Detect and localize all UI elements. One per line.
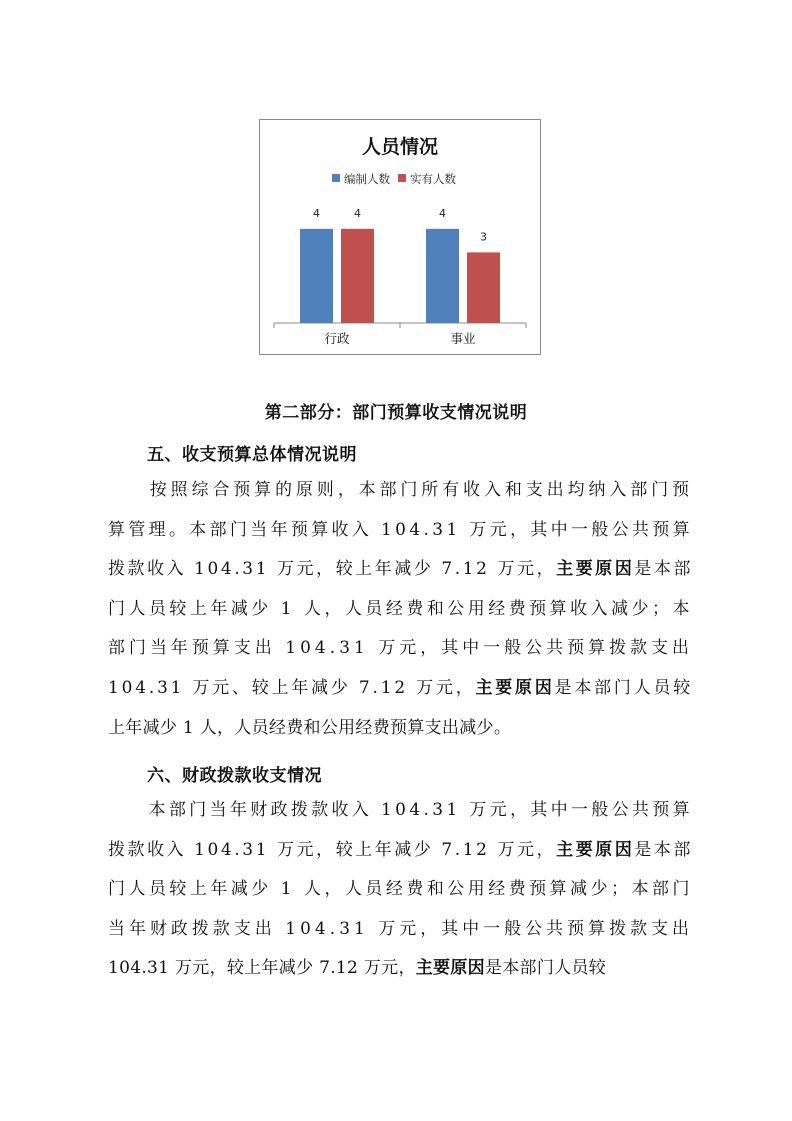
text-run: 算管理。本部门当年预算收入 104.31 万元，其中一般公共预算 <box>108 519 693 540</box>
bar-0-0 <box>300 229 333 323</box>
text-run: 是本部门人员较 <box>484 958 607 979</box>
legend-swatch-1 <box>398 174 406 182</box>
text-line <box>108 879 693 899</box>
data-label-1-1: 3 <box>480 230 487 244</box>
text-run: 104.31 万元、较上年减少 7.12 万元， <box>108 678 476 698</box>
data-label-0-1: 4 <box>354 206 361 220</box>
emphasis-text: 主要原因 <box>415 958 485 979</box>
chart-title: 人员情况 <box>361 136 439 158</box>
personnel-chart <box>259 119 541 355</box>
legend-label-0: 编制人数 <box>344 172 390 186</box>
text-run: 本部门当年财政拨款收入 104.31 万元，其中一般公共预算 <box>108 800 693 820</box>
text-run: 门人员较上年减少 1 人，人员经费和公用经费预算减少；本部门 <box>108 879 693 900</box>
text-run: 104.31 万元，较上年减少 7.12 万元， <box>108 958 416 979</box>
personnel-bar-chart <box>260 120 540 354</box>
bar-0-1 <box>341 229 374 323</box>
text-line <box>108 958 606 978</box>
text-run: 拨款收入 104.31 万元，较上年减少 7.12 万元， <box>108 559 557 580</box>
text-run: 是本部门人员较 <box>554 678 693 698</box>
emphasis-text: 主要原因 <box>556 839 635 860</box>
text-run: 拨款收入 104.31 万元，较上年减少 7.12 万元， <box>108 839 557 860</box>
text-line <box>108 718 511 738</box>
text-run: 是本部 <box>634 839 693 860</box>
text-run: 当年财政拨款支出 104.31 万元，其中一般公共预算拨款支出 <box>108 918 693 939</box>
text-run: 上年减少 1 人，人员经费和公用经费预算支出减少。 <box>108 717 512 738</box>
legend-swatch-0 <box>332 174 340 182</box>
section-title: 第二部分：部门预算收支情况说明 <box>264 403 528 423</box>
text-line <box>108 840 693 860</box>
text-line <box>108 638 693 658</box>
heading-section-5: 五、收支预算总体情况说明 <box>147 445 357 465</box>
text-run: 部门当年预算支出 104.31 万元，其中一般公共预算拨款支出 <box>108 638 693 659</box>
text-line <box>108 559 693 579</box>
category-label-1: 事业 <box>450 331 476 346</box>
text-line <box>108 678 693 698</box>
data-label-1-0: 4 <box>439 206 446 220</box>
heading-section-6: 六、财政拨款收支情况 <box>147 766 322 786</box>
text-line <box>108 480 693 500</box>
emphasis-text: 主要原因 <box>475 678 555 698</box>
text-run: 按照综合预算的原则，本部门所有收入和支出均纳入部门预 <box>108 480 693 500</box>
text-run: 是本部 <box>634 559 693 580</box>
legend-label-1: 实有人数 <box>410 172 456 186</box>
text-line <box>108 800 693 820</box>
bar-1-0 <box>426 229 459 323</box>
bar-1-1 <box>467 252 500 323</box>
text-line <box>108 599 693 619</box>
text-line <box>108 520 693 540</box>
data-label-0-0: 4 <box>313 206 320 220</box>
category-label-0: 行政 <box>324 331 350 346</box>
emphasis-text: 主要原因 <box>556 559 635 580</box>
text-line <box>108 919 693 939</box>
text-run: 门人员较上年减少 1 人，人员经费和公用经费预算收入减少；本 <box>108 598 693 619</box>
